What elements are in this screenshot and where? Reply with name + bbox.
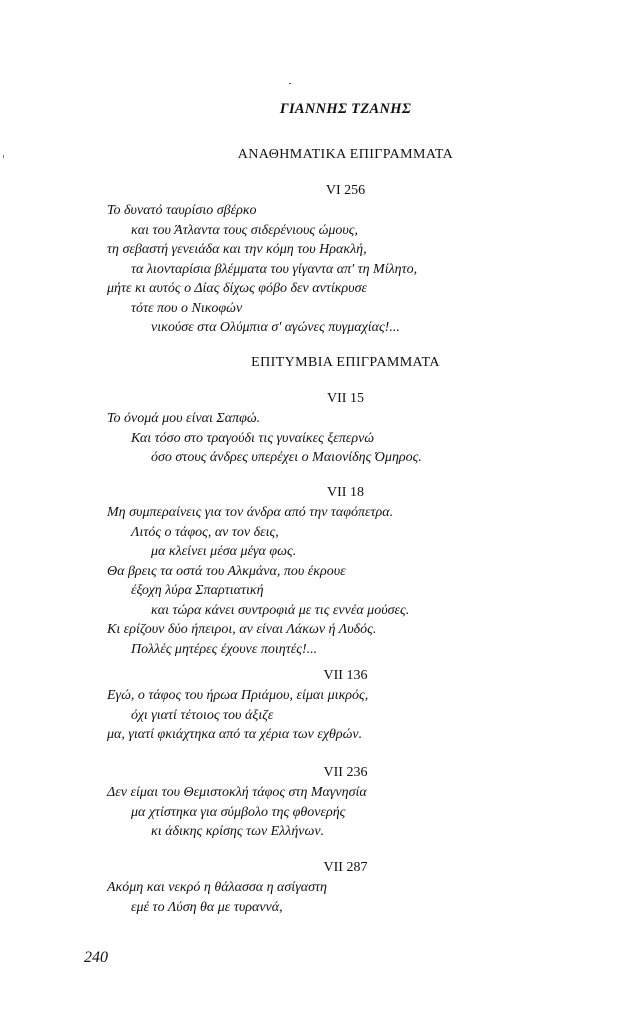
poem-line: τα λιονταρίσια βλέμματα του γίγαντα απ' τη Μίλητο, (131, 261, 418, 277)
epigram-number: VII 236 (323, 765, 368, 780)
poem-line: μα κλείνει μέσα μέγα φως. (151, 544, 297, 559)
epigram-text (107, 201, 587, 338)
poem-line: εμέ το Λύση θα με τυραννά, (131, 899, 283, 915)
poem-line: τότε που ο Νικοφών (131, 300, 243, 316)
poem-line: μα χτίστηκα για σύμβολο της φθονερής (131, 804, 346, 820)
page-number: 240 (84, 949, 108, 966)
poem-line: Πολλές μητέρες έχουνε ποιητές!... (131, 641, 318, 657)
poem-line: όσο στους άνδρες υπερέχει ο Μαιονίδης Όμηρος. (151, 450, 422, 465)
epigram-number: VII 287 (323, 860, 368, 875)
poem-line: Εγώ, ο τάφος του ήρωα Πριάμου, είμαι μικρός, (107, 688, 369, 703)
poem-line: και του Άτλαντα τους σιδερένιους ώμους, (131, 222, 358, 238)
epigram-number: VII 15 (327, 391, 364, 406)
section-heading-epitymvia: ΕΠΙΤΥΜΒΙΑ ΕΠΙΓΡΑΜΜΑΤΑ (251, 355, 440, 370)
poem-line: μήτε κι αυτός ο Δίας δίχως φόβο δεν αντίκρυσε (107, 281, 367, 296)
scan-speck (289, 83, 291, 84)
poem-line: Κι ερίζουν δύο ήπειροι, αν είναι Λάκων ή Λυδός. (107, 622, 377, 637)
poem-line: και τώρα κάνει συντροφιά με τις εννέα μούσες. (151, 602, 410, 618)
poem-line: Το δυνατό ταυρίσιο σβέρκο (107, 203, 257, 218)
poem-line: μα, γιατί φκιάχτηκα από τα χέρια των εχθρών. (107, 727, 363, 742)
poem-line: όχι γιατί τέτοιος του άξιζε (131, 707, 274, 723)
poem-line: τη σεβαστή γενειάδα και την κόμη του Ηρακλή, (107, 242, 367, 257)
epigram-number: VII 136 (323, 668, 368, 683)
poem-line: Ακόμη και νεκρό η θάλασσα η ασίγαστη (107, 880, 327, 895)
poem-line: Μη συμπεραίνεις για τον άνδρα από την ταφόπετρα. (107, 505, 394, 520)
poem-line: Το όνομά μου είναι Σαπφώ. (107, 411, 261, 426)
poem-line: Δεν είμαι του Θεμιστοκλή τάφος στη Μαγνησία (107, 785, 367, 800)
poem-line: Θα βρεις τα οστά του Αλκμάνα, που έκρουε (107, 563, 346, 579)
epigram-text (107, 783, 587, 842)
section-heading-anathematika: ΑΝΑΘΗΜΑΤΙΚΑ ΕΠΙΓΡΑΜΜΑΤΑ (237, 147, 454, 162)
poem-line: Και τόσο στο τραγούδι τις γυναίκες ξεπερνώ (131, 430, 375, 446)
poem-line: έξοχη λύρα Σπαρτιατική (131, 583, 264, 598)
epigram-number: VI 256 (325, 183, 366, 198)
epigram-number: VII 18 (327, 485, 364, 500)
poem-line: κι άδικης κρίσης των Ελλήνων. (151, 824, 325, 839)
poem-line: Λιτός ο τάφος, αν τον δεις, (131, 524, 279, 540)
epigram-text (107, 409, 587, 468)
epigram-text (107, 878, 587, 917)
epigram-text (107, 686, 587, 745)
epigram-text (107, 503, 587, 659)
author-heading: ΓΙΑΝΝΗΣ ΤΖΑΝΗΣ (279, 101, 412, 117)
poem-line: νικούσε στα Ολύμπια σ' αγώνες πυγμαχίας!... (151, 320, 400, 335)
